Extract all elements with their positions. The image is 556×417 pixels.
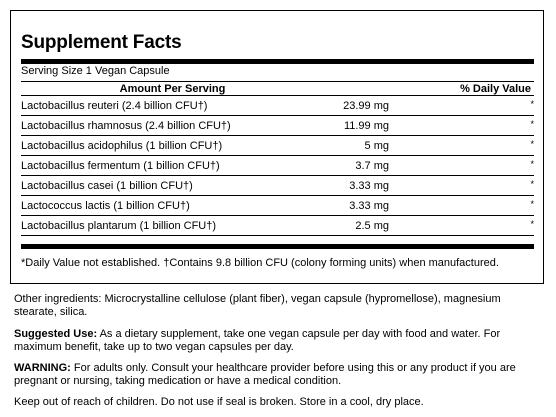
ingredient-amount: 11.99 mg (343, 120, 389, 132)
table-row (21, 216, 534, 236)
table-row (21, 116, 534, 136)
table-row (21, 196, 534, 216)
ingredient-name: Lactococcus lactis (1 billion CFU†) (21, 200, 190, 212)
ingredient-name: Lactobacillus plantarum (1 billion CFU†) (21, 220, 217, 232)
serving-size: Serving Size 1 Vegan Capsule (21, 65, 170, 77)
ingredient-amount: 3.33 mg (349, 200, 389, 212)
table-row (21, 96, 534, 116)
ingredient-amount: 3.33 mg (349, 180, 389, 192)
supplement-facts-panel (10, 10, 544, 284)
ingredient-amount: 23.99 mg (343, 100, 389, 112)
ingredient-name: Lactobacillus rhamnosus (2.4 billion CFU†) (21, 120, 231, 132)
ingredient-daily-value: * (530, 159, 534, 169)
table-row (21, 156, 534, 176)
ingredient-name: Lactobacillus fermentum (1 billion CFU†) (21, 160, 220, 172)
serving-divider (21, 81, 534, 82)
table-bottom-divider (21, 244, 534, 249)
facts-footnote: *Daily Value not established. †Contains 9.8 billion CFU (colony forming units) when manufactured. (21, 257, 499, 269)
table-row (21, 176, 534, 196)
amount-per-serving-header: Amount Per Serving (119, 83, 226, 95)
ingredient-daily-value: * (530, 179, 534, 189)
ingredient-amount: 5 mg (364, 140, 389, 152)
ingredient-name: Lactobacillus acidophilus (1 billion CFU†) (21, 140, 223, 152)
ingredient-name: Lactobacillus casei (1 billion CFU†) (21, 180, 193, 192)
ingredient-amount: 2.5 mg (355, 220, 389, 232)
ingredient-daily-value: * (530, 99, 534, 109)
warning-label: WARNING: (14, 362, 71, 374)
ingredient-amount: 3.7 mg (355, 160, 389, 172)
daily-value-header: % Daily Value (460, 83, 531, 95)
warning-text: For adults only. Consult your healthcare provider before using this or any product if you are pregnant or nursing, taking medication or have a medical condition. (14, 362, 516, 387)
ingredient-daily-value: * (530, 139, 534, 149)
suggested-use-text: As a dietary supplement, take one vegan capsule per day with food and water. For maximum benefit, take up to two vegan capsules per day. (14, 328, 501, 353)
ingredient-daily-value: * (530, 199, 534, 209)
facts-title: Supplement Facts (21, 32, 182, 53)
ingredient-daily-value: * (530, 119, 534, 129)
ingredient-name: Lactobacillus reuteri (2.4 billion CFU†) (21, 100, 208, 112)
ingredient-table (21, 96, 534, 236)
storage-instructions: Keep out of reach of children. Do not use if seal is broken. Store in a cool, dry place. (14, 396, 424, 408)
other-ingredients: Other ingredients: Microcrystalline cellulose (plant fiber), vegan capsule (hypromellose), magnesium stearate, silica. (14, 293, 501, 318)
table-row (21, 136, 534, 156)
suggested-use (14, 328, 536, 354)
warning (14, 362, 536, 388)
title-divider (21, 59, 534, 64)
suggested-use-label: Suggested Use: (14, 328, 98, 340)
ingredient-daily-value: * (530, 219, 534, 229)
